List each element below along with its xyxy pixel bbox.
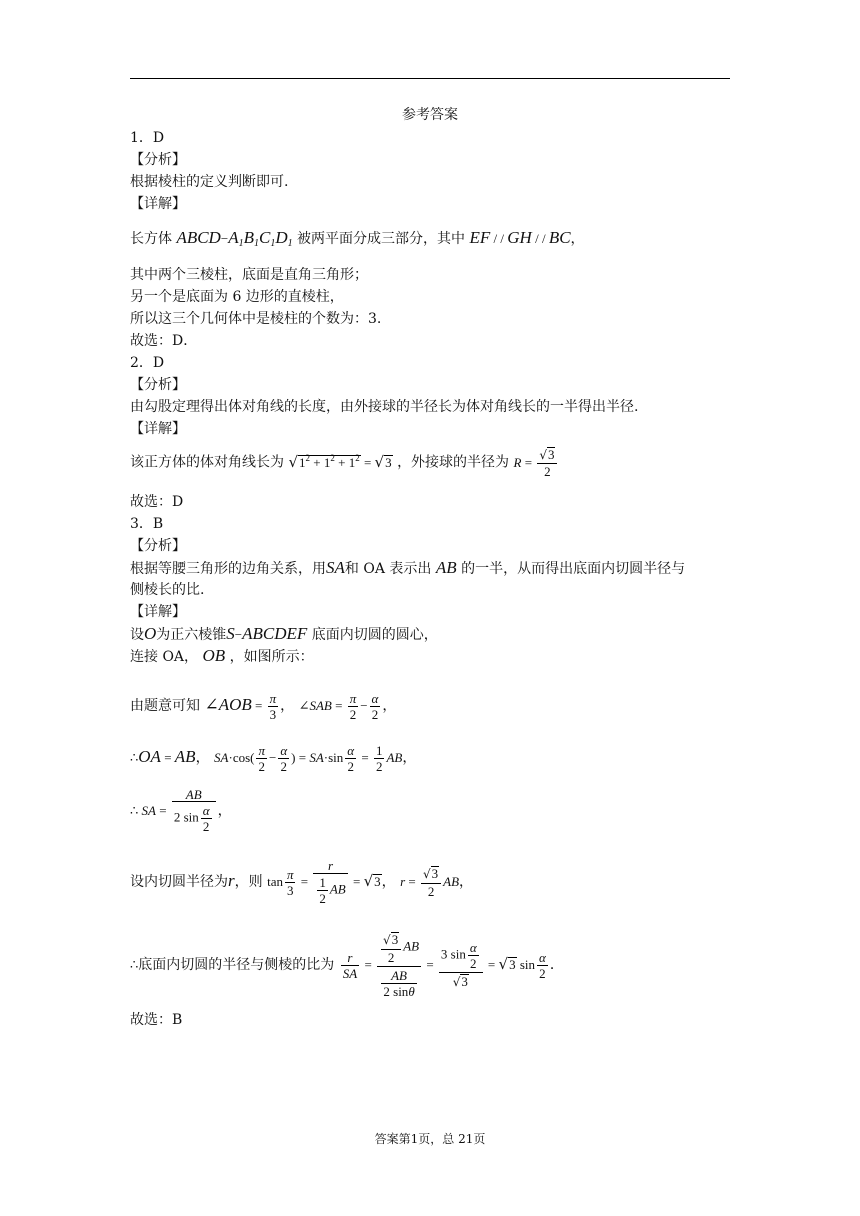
q3-text: ，则 [234,874,263,890]
q1-detail-line2: 其中两个三棱柱，底面是直角三角形； [130,267,368,283]
q1-text: 被两平面分成三部分，其中 [297,231,466,247]
page-title: 参考答案 [402,107,458,123]
q1-head: 1．D [130,130,165,146]
q3-text: ， [280,698,295,714]
q3-text: ， [459,874,474,890]
q3-formula-ratio: $\frac{r}{SA}$ = $\frac{√3}{2}$ AB $\frac{AB}{2 \sin\theta}$ = 3 sin $\frac{\alpha}{2}$ √3 = √3 sin $\frac{\alpha}{2}$ [342,932,546,999]
page-footer: 答案第1页，总 21页 [374,1132,486,1146]
q1-fenxi: 根据棱柱的定义判断即可. [130,174,289,190]
q3-formula: S [226,624,235,643]
q3-detail-line3 [130,685,396,726]
q3-text: 的一半，从而得出底面内切圆半径与 [461,561,686,577]
q3-text: 和 OA 表示出 [344,561,432,577]
q2-formula-diagonal: $√1^2 + 1^2 + 1^2 = √3$ [288,452,392,471]
q3-text: ． [549,957,564,973]
q3-text: ，如图所示： [229,649,314,665]
q1-fenxi-label: 【分析】 [130,152,186,168]
q2-fenxi: 由勾股定理得出体对角线的长度，由外接球的半径长为体对角线长的一半得出半径. [130,399,639,415]
q3-detail-line5 [130,786,232,836]
q2-text: 该正方体的体对角线长为 [130,454,284,471]
q3-answer: 故选：B [130,1012,183,1028]
q1-text: 长方体 [130,231,172,247]
q1-detail-line1: 长方体 $ABCD-A_1B_1C_1D_1$ 被两平面分成三部分，其中 EF / / GH / / BC， [130,228,585,249]
q3-formula-tan: tan $\frac{\pi}{3}$ = r $\frac{1}{2}$ AB = √3 [267,857,381,906]
q2-formula-radius: R = $\frac{√3}{2}$ [514,455,560,471]
q1-xiangjie-label: 【详解】 [130,196,186,212]
q3-text: ， [382,698,397,714]
q3-fenxi-line2: 侧棱长的比. [130,582,205,598]
q3-fenxi-line1 [130,559,685,578]
q3-detail-line1: 设O为正六棱锥S−ABCDEF 底面内切圆的圆心， [130,624,438,643]
q3-text: 连接 OA， [130,649,199,665]
q3-detail-line2 [130,647,314,666]
q3-formula-oa-ab: ∴OA = AB [130,747,196,766]
q1-text: ， [570,231,585,247]
q3-detail-line4 [130,737,416,778]
q1-detail-line4: 所以这三个几何体中是棱柱的个数为：3. [130,311,382,327]
q1-formula-cuboid: ABCD [176,228,221,247]
q2-detail-line1 [130,446,559,479]
q3-formula: OB [202,646,226,665]
q3-formula: r [228,871,235,890]
q3-text: 由题意可知 [130,698,200,714]
q1-formula-parallel: EF [469,228,491,247]
q2-fenxi-label: 【分析】 [130,377,186,393]
q3-detail-line6 [130,856,473,907]
q3-text: 为正六棱锥 [156,627,227,643]
q3-formula-r: r = $\frac{√3}{2}$ AB [400,866,460,899]
q3-formula: O [144,624,157,643]
q3-text: ， [402,750,417,766]
q3-text: ， [217,803,232,819]
q2-xiangjie-label: 【详解】 [130,421,186,437]
q3-formula-sa-cos: SA·cos( $\frac{\pi}{2}$ − $\frac{\alpha}{2}$ ) = SA·sin $\frac{\alpha}{2}$ = $\frac{1}{2}$ AB [214,742,403,774]
q3-head: 3．B [130,516,164,532]
q3-formula-angle-aob: ∠AOB = $\frac{\pi}{3}$ [204,690,277,722]
q3-detail-line7: ∴底面内切圆的半径与侧棱的比为 $\frac{r}{SA}$ = $\frac{√3}{2}$ AB $\frac{AB}{2 \sin\theta}$ = 3 sin $\frac{\alpha}{2}$ √3 = √3 sin $\frac{\alpha}{2}$ ． [130,932,564,999]
q3-text: 设 [130,627,144,643]
q2-head: 2．D [130,355,165,371]
q2-text: ，外接球的半径为 [397,454,510,471]
header-rule [130,78,730,79]
q3-text: ， [195,750,210,766]
q3-text: 底面内切圆的圆心， [311,627,438,643]
q3-text: 底面内切圆的半径与侧棱的比为 [138,957,335,973]
q3-formula-angle-sab: ∠SAB = $\frac{\pi}{2}$ − $\frac{\alpha}{2}$ [298,690,379,722]
q1-detail-line3: 另一个是底面为 6 边形的直棱柱， [130,289,344,305]
q3-text: 根据等腰三角形的边角关系，用 [130,561,326,577]
q3-formula: AB [435,558,457,577]
q1-answer: 故选：D． [130,333,198,349]
q3-text: 设内切圆半径为 [130,874,228,890]
q3-xiangjie-label: 【详解】 [130,604,186,620]
q3-formula: SA [326,558,345,577]
q3-formula-sa: ∴ SA = AB 2 sin $\frac{\alpha}{2}$ [130,803,218,819]
q3-fenxi-label: 【分析】 [130,538,186,554]
q3-text: ， [381,874,396,890]
q2-answer: 故选：D [130,494,184,510]
